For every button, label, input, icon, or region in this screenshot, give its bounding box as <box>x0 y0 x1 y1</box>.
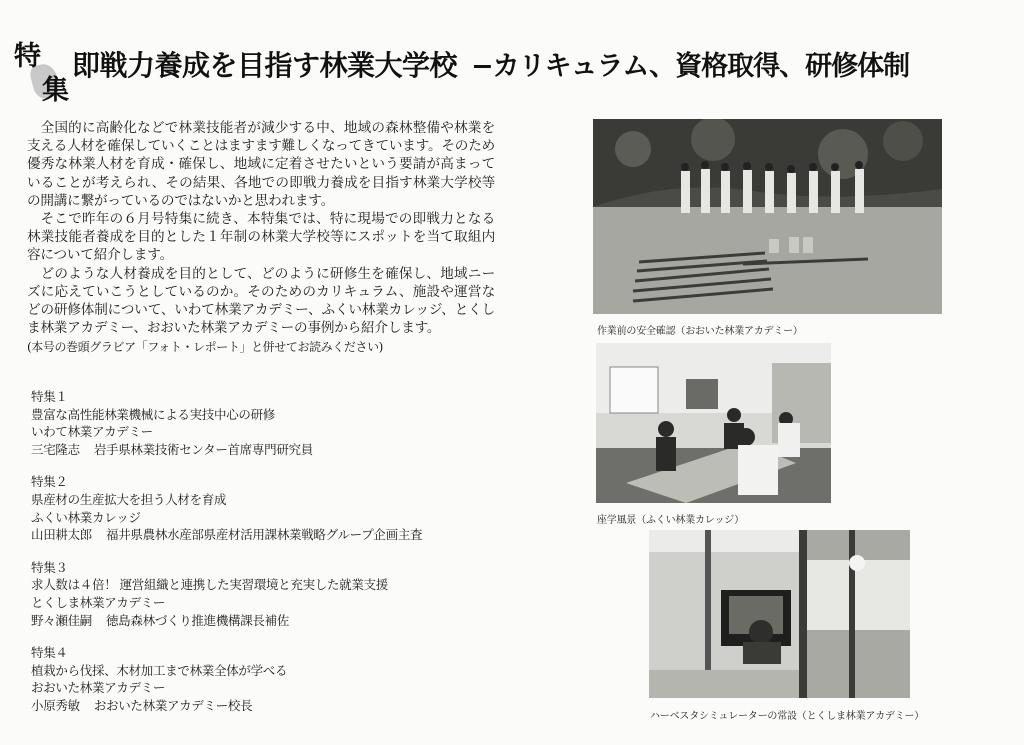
photo-caption: ハーベスタシミュレーターの常設（とくしま林業アカデミー） <box>650 711 925 722</box>
photo-safety-check <box>593 119 942 314</box>
feature-org: おおいた林業アカデミー <box>31 681 166 696</box>
feature-author <box>31 527 501 545</box>
feature-item <box>31 560 501 630</box>
feature-label: 特集３ <box>31 560 68 575</box>
feature-org: とくしま林業アカデミー <box>31 595 166 610</box>
feature-label: 特集２ <box>31 475 68 490</box>
title-subtitle: −カリキュラム、資格取得、研修体制 <box>471 51 910 82</box>
feature-badge <box>14 34 74 106</box>
feature-theme: 豊富な高性能林業機械による実技中心の研修 <box>31 407 276 422</box>
badge-char-2: 集 <box>42 75 69 106</box>
feature-theme: 求人数は４倍！ 運営組織と連携した実習環境と充実した就業支援 <box>31 578 388 593</box>
intro-paragraph: どのような人材養成を目的として、どのように研修生を確保し、地域ニーズに応えていこうとしているのか。そのためのカリキュラム、施設や運営などの研修体制について、いわて林業アカデミー、ふくい林業カレッジ、とくしま林業アカデミー、おおいた林業アカデミーの事例から紹介します。 <box>27 265 495 337</box>
intro-text <box>27 119 495 357</box>
feature-author <box>31 442 501 460</box>
feature-label: 特集１ <box>31 390 68 404</box>
feature-list <box>31 389 501 731</box>
author-position: 岩手県林業技術センター首席専門研究員 <box>93 442 313 457</box>
title-main: 即戦力養成を目指す林業大学校 <box>72 49 458 82</box>
feature-item <box>31 645 501 715</box>
photo-classroom <box>596 343 831 503</box>
photo-caption: 作業前の安全確認（おおいた林業アカデミー） <box>597 326 803 337</box>
author-position: おおいた林業アカデミー校長 <box>93 698 253 713</box>
page-title <box>72 44 909 84</box>
intro-paragraph: そこで昨年の６月号特集に続き、本特集では、特に現場での即戦力となる林業技能者養成を目的とした１年制の林業大学校等にスポットを当て取組内容について紹介します。 <box>27 211 495 264</box>
feature-author <box>31 613 501 631</box>
feature-label: 特集４ <box>31 646 68 661</box>
author-name: 山田耕太郎 <box>31 528 93 543</box>
feature-item <box>31 474 501 544</box>
feature-org: ふくい林業カレッジ <box>31 510 141 525</box>
intro-note: (本号の巻頭グラビア「フォト・レポート」と併せてお読みください) <box>27 340 383 355</box>
author-name: 小原秀敏 <box>31 698 80 713</box>
feature-org: いわて林業アカデミー <box>31 425 153 440</box>
feature-theme: 県産材の生産拡大を担う人材を育成 <box>31 492 227 507</box>
intro-paragraph: 全国的に高齢化などで林業技能者が減少する中、地域の森林整備や林業を支える人材を確保していくことはますます難しくなってきています。そのため優秀な林業人材を育成・確保し、地域に定着させたいという要請が高まっていることが考えられ、その結果、各地での即戦力養成を目指す林業大学校等の開講に繋がっているのではないかと思われます。 <box>27 120 495 209</box>
feature-item <box>31 389 501 459</box>
feature-author <box>31 698 501 716</box>
author-name: 野々瀬佳嗣 <box>31 613 93 628</box>
author-position: 福井県農林水産部県産材活用課林業戦略グループ企画主査 <box>106 528 423 543</box>
photo-caption: 座学風景（ふくい林業カレッジ） <box>597 515 744 526</box>
author-position: 徳島森林づくり推進機構課長補佐 <box>106 613 290 628</box>
author-name: 三宅隆志 <box>31 442 80 457</box>
badge-char-1: 特 <box>14 41 41 72</box>
photo-simulator <box>649 530 910 698</box>
feature-theme: 植栽から伐採、木材加工まで林業全体が学べる <box>31 663 288 678</box>
